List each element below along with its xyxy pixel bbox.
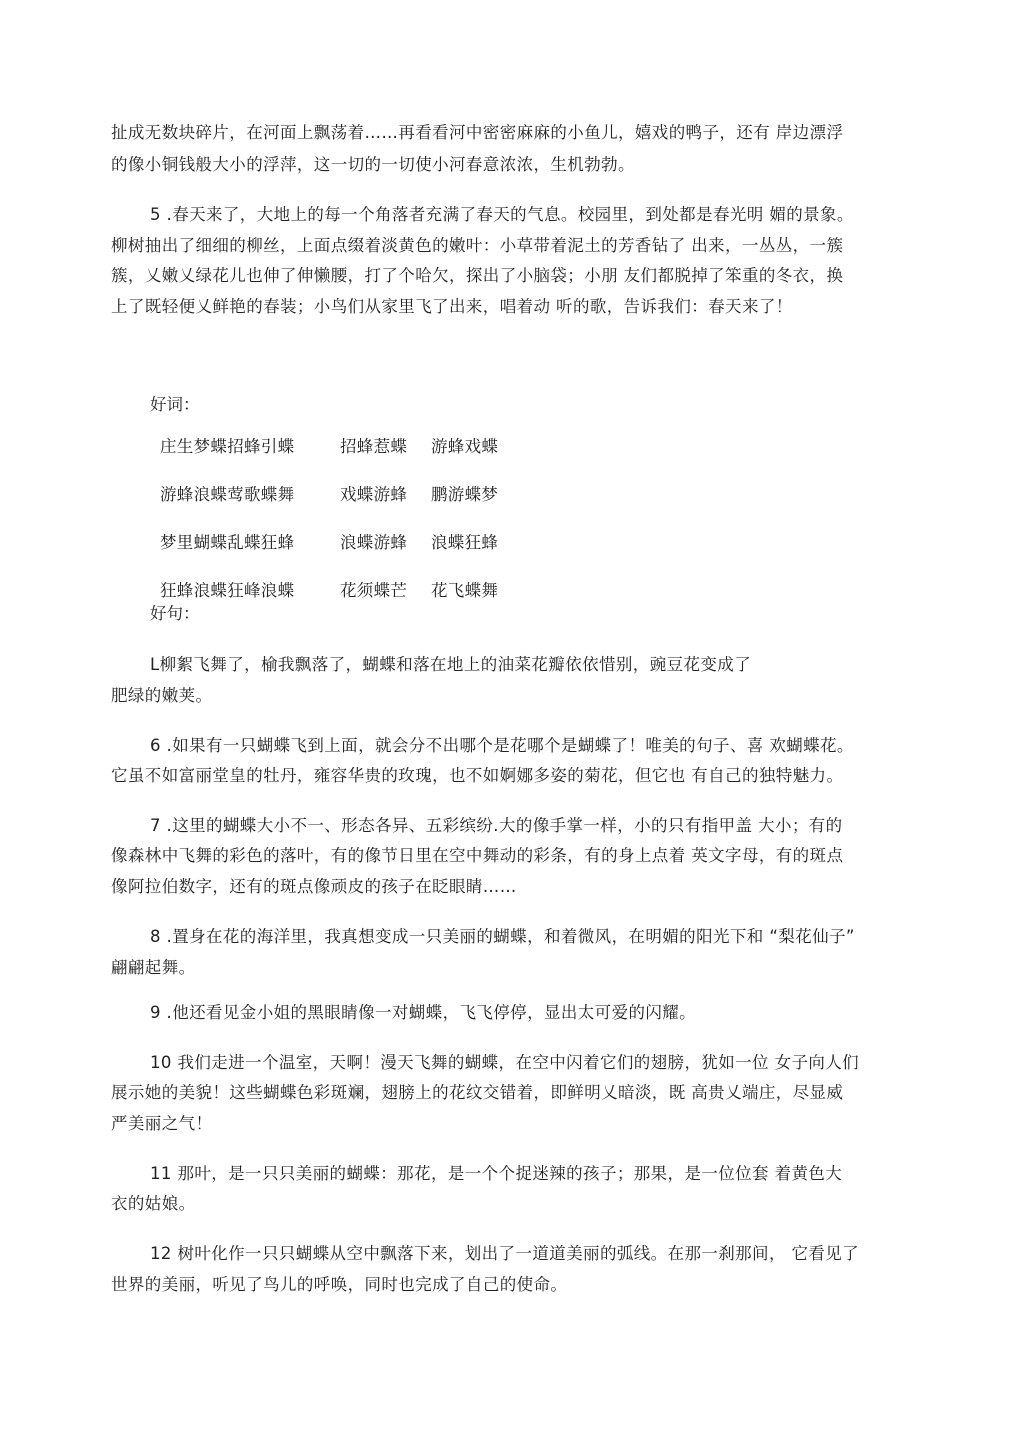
paragraph-4-line-2: 的像小铜钱般大小的浮萍，这一切的一切使小河春意浓浓，生机勃勃。 xyxy=(111,155,635,174)
sentence-10-line-2: 展示她的美貌！这些蝴蝶色彩斑斓，翅膀上的花纹交错着，即鲜明乂暗淡，既 高贵乂端庄，尽显威 xyxy=(111,1083,844,1102)
paragraph-5-line-3: 簇，乂嫩乂绿花儿也伸了伸懒腰，打了个哈欠，探出了小脑袋；小朋 友们都脱掉了笨重的冬衣，换 xyxy=(111,266,844,285)
sentence-10-line-3: 严美丽之气！ xyxy=(111,1114,213,1133)
word-row-1-col-3: 游蜂戏蝶 xyxy=(431,437,499,456)
sentence-7-line-2: 像森林中飞舞的彩色的落叶，有的像节日里在空中舞动的彩条，有的身上点着 英文字母，有的斑点 xyxy=(111,846,844,865)
good-sentences-label: 好句： xyxy=(150,604,200,623)
word-row-4-col-1: 狂蜂浪蝶狂峰浪蝶 xyxy=(160,581,295,600)
word-row-1-col-1: 庄生梦蝶招蜂引蝶 xyxy=(160,437,295,456)
sentence-7-line-3: 像阿拉伯数字，还有的斑点像顽皮的孩子在眨眼睛…… xyxy=(111,877,517,896)
sentence-8-line-2: 翩翩起舞。 xyxy=(111,958,196,977)
sentence-7-line-1: 7 .这里的蝴蝶大小不一、形态各异、五彩缤纷.大的像手掌一样，小的只有指甲盖 大小；有的 xyxy=(150,816,843,835)
sentence-9-line-1: 9 .他还看见金小姐的黑眼睛像一对蝴蝶，飞飞停停，显出太可爱的闪耀。 xyxy=(150,1003,697,1022)
word-row-4-col-2: 花须蝶芒 xyxy=(340,581,408,600)
sentence-1-line-2: 肥绿的嫩荚。 xyxy=(111,686,213,705)
word-row-3-col-2: 浪蝶游蜂 xyxy=(340,533,408,552)
sentence-11-line-2: 衣的姑娘。 xyxy=(111,1194,196,1213)
sentence-8-line-1: 8 .置身在花的海洋里，我真想变成一只美丽的蝴蝶，和着微风，在明媚的阳光下和 “梨花仙子” xyxy=(150,927,855,946)
paragraph-5-line-2: 柳树抽出了细细的柳丝，上面点缀着淡黄色的嫩叶：小草带着泥土的芳香钻了 出来，一丛丛，一簇 xyxy=(111,236,844,255)
sentence-10-line-1: 10 我们走进一个温室，天啊！漫天飞舞的蝴蝶，在空中闪着它们的翅膀，犹如一位 女子向人们 xyxy=(150,1053,860,1072)
word-row-2-col-3: 鹏游蝶梦 xyxy=(431,485,499,504)
paragraph-5-line-1: 5 .春天来了，大地上的每一个角落者充满了春天的气息。校园里，到处都是春光明 媚的景象。 xyxy=(150,205,854,224)
sentence-1-line-1: L柳絮飞舞了，榆我飘落了，蝴蝶和落在地上的油菜花瓣依依惜别，豌豆花变成了 xyxy=(150,655,752,674)
sentence-6-line-1: 6 .如果有一只蝴蝶飞到上面，就会分不出哪个是花哪个是蝴蝶了！唯美的句子、喜 欢蝴蝶花。 xyxy=(150,736,854,755)
word-row-2-col-2: 戏蝶游蜂 xyxy=(340,485,408,504)
word-row-1-col-2: 招蜂惹蝶 xyxy=(340,437,408,456)
word-row-3-col-1: 梦里蝴蝶乱蝶狂蜂 xyxy=(160,533,295,552)
word-row-4-col-3: 花飞蝶舞 xyxy=(431,581,499,600)
word-row-3-col-3: 浪蝶狂蜂 xyxy=(431,533,499,552)
good-words-label: 好词： xyxy=(150,395,200,414)
sentence-12-line-2: 世界的美丽，听见了鸟儿的呼唤，同时也完成了自己的使命。 xyxy=(111,1275,568,1294)
sentence-11-line-1: 11 那叶，是一只只美丽的蝴蝶：那花，是一个个捉迷辣的孩子；那果，是一位位套 着黄色大 xyxy=(150,1164,843,1183)
sentence-6-line-2: 它虽不如富丽堂皇的牡丹，雍容华贵的玫瑰，也不如婀娜多姿的菊花，但它也 有自己的独特魅力。 xyxy=(111,766,844,785)
paragraph-4-line-1: 扯成无数块碎片，在河面上飘荡着……再看看河中密密麻麻的小鱼儿，嬉戏的鸭子，还有 岸边漂浮 xyxy=(111,123,844,142)
word-row-2-col-1: 游蜂浪蝶莺歌蝶舞 xyxy=(160,485,295,504)
paragraph-5-line-4: 上了既轻便乂鲜艳的春装；小鸟们从家里飞了出来，唱着动 听的歌，告诉我们：春天来了！ xyxy=(111,297,793,316)
sentence-12-line-1: 12 树叶化作一只只蝴蝶从空中飘落下来，划出了一道道美丽的弧线。在那一刹那间， 它看见了 xyxy=(150,1244,860,1263)
